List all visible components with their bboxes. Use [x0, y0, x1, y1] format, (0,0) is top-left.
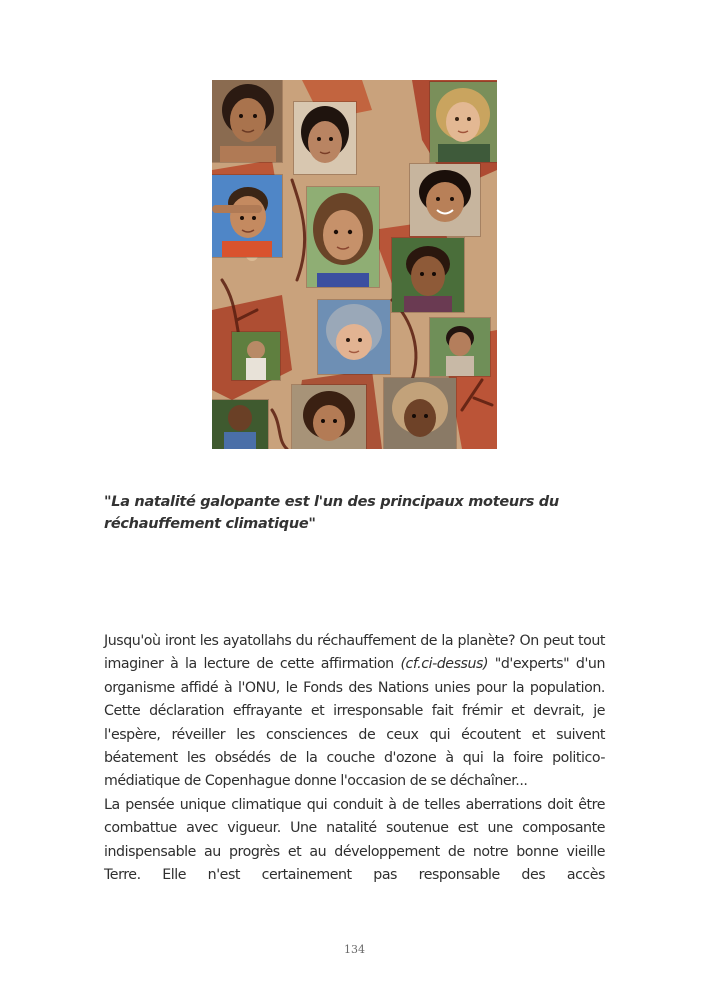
paragraph-text: Jusqu'où iront les ayatollahs du réchauffement de la planète? On peut tout imaginer à la lecture de cette affirmation [104, 633, 605, 673]
portrait-photo [212, 80, 282, 162]
portrait-photo [392, 238, 464, 312]
portrait-photo [212, 175, 282, 257]
paragraph [104, 630, 605, 794]
portrait-photo [410, 164, 480, 236]
portrait-photo [212, 400, 268, 449]
children-portrait-collage [212, 80, 497, 449]
portrait-photo [384, 378, 456, 449]
paragraph-text: "d'experts" d'un organisme affidé à l'ONU, le Fonds des Nations unies pour la population. Cette déclaration effrayante et irresponsable fait frémir et devrait, je l'espère, réveiller les consciences de ceux qui écoutent et suivent béatement les obsédés de la couche d'ozone à qui la foire politico-médiatique de Copenhague donne l'occasion de se déchaîner... [104, 656, 605, 790]
portrait-photo [430, 82, 497, 162]
figure-caption: "La natalité galopante est l'un des principaux moteurs du réchauffement climatique" [104, 494, 559, 532]
portrait-photo [430, 318, 490, 376]
portrait-photo [294, 102, 356, 174]
cross-reference: (cf.ci-dessus) [400, 656, 489, 673]
body-text [104, 630, 605, 887]
portrait-photo [232, 332, 280, 380]
portrait-photo [318, 300, 390, 374]
portrait-photo [307, 187, 379, 287]
paragraph: La pensée unique climatique qui conduit à de telles aberrations doit être combattue avec vigueur. Une natalité soutenue est une composante indispensable au progrès et au développement de notre bonne vieille Terre. Elle n'est certainement pas responsable des accès [104, 796, 605, 884]
portrait-photo [292, 385, 366, 449]
page-number: 134 [344, 943, 365, 956]
